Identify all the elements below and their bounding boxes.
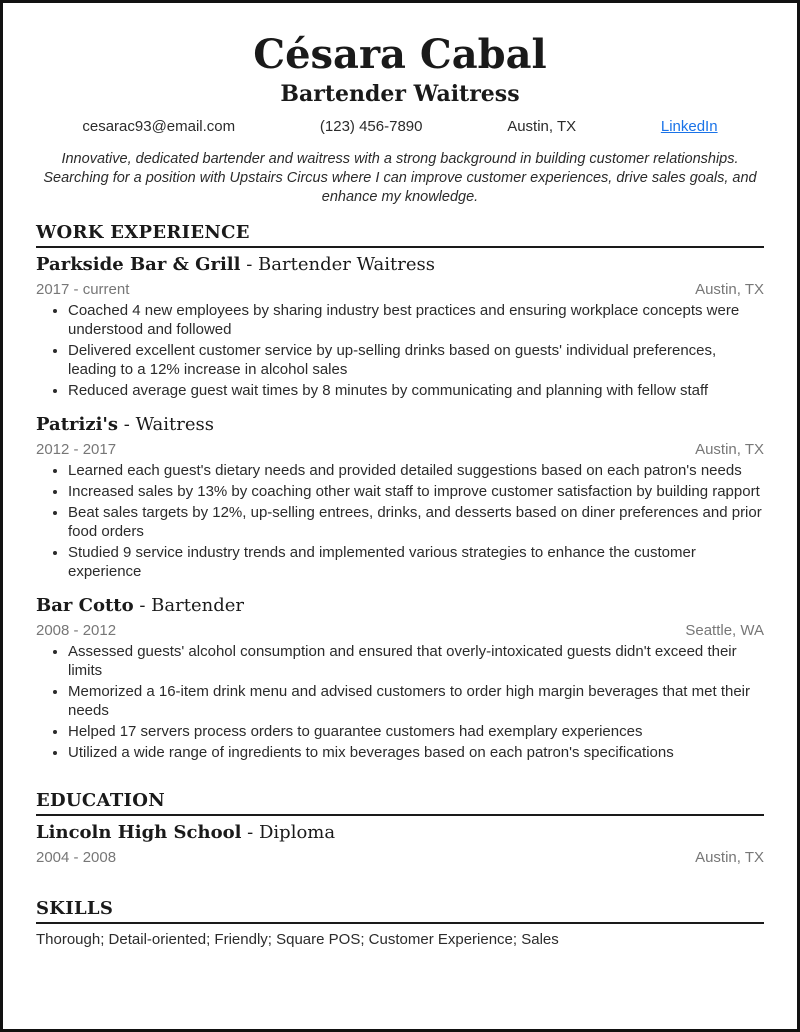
job-bullet: • Assessed guests' alcohol consumption and ensured that overly-intoxicated guests didn't exceed their limits	[68, 642, 764, 680]
job-bullet: • Beat sales targets by 12%, up-selling entrees, drinks, and desserts based on diner preferences and prior food orders	[68, 503, 764, 541]
summary-text: Innovative, dedicated bartender and waitress with a strong background in building customer relationships. Searching for a position with Upstairs Circus where I can improve customer experiences, drive sales goals, and enhance my knowledge.	[43, 151, 757, 205]
job-role: Waitress	[135, 414, 215, 435]
job-company: Parkside Bar & Grill	[36, 254, 241, 275]
job-bullet: • Reduced average guest wait times by 8 minutes by communicating and planning with fellow staff	[68, 381, 764, 400]
skills-section	[36, 898, 764, 950]
candidate-name: Césara Cabal	[253, 31, 547, 78]
job-bullets	[36, 461, 764, 581]
contact-phone: (123) 456-7890	[319, 118, 423, 135]
education-entry	[36, 821, 764, 868]
education-degree: Diploma	[258, 822, 336, 843]
job-header	[36, 413, 764, 437]
job-bullet: • Increased sales by 13% by coaching other wait staff to improve customer satisfaction by building rapport	[68, 482, 764, 501]
job-separator: -	[123, 414, 130, 435]
education-separator: -	[247, 822, 254, 843]
contact-email: cesarac93@email.com	[82, 118, 236, 135]
job-dates: 2012 - 2017	[36, 441, 117, 458]
job-meta	[36, 440, 764, 460]
job-bullets	[36, 642, 764, 762]
education-header	[36, 821, 764, 845]
education-location: Austin, TX	[695, 849, 764, 866]
job-separator: -	[139, 595, 146, 616]
job-header	[36, 594, 764, 618]
job-dates: 2008 - 2012	[36, 622, 117, 639]
education-meta	[36, 848, 764, 868]
job-bullet: • Coached 4 new employees by sharing industry best practices and ensuring workplace concepts were understood and followed	[68, 301, 764, 339]
job-location: Austin, TX	[695, 281, 764, 298]
work-section	[36, 222, 764, 762]
contact-location: Austin, TX	[507, 118, 577, 135]
job-bullet: • Memorized a 16-item drink menu and advised customers to order high margin beverages that met their needs	[68, 682, 764, 720]
job-location: Austin, TX	[695, 441, 764, 458]
skills-heading: SKILLS	[36, 898, 764, 924]
education-school: Lincoln High School	[36, 822, 242, 843]
education-section	[36, 790, 764, 868]
candidate-title: Bartender Waitress	[280, 81, 520, 107]
job-bullets	[36, 301, 764, 400]
job-bullet: • Learned each guest's dietary needs and provided detailed suggestions based on each patron's needs	[68, 461, 764, 480]
work-heading: WORK EXPERIENCE	[36, 222, 764, 248]
job-bullet: • Utilized a wide range of ingredients to mix beverages based on each patron's specifications	[68, 743, 764, 762]
job-entry	[36, 594, 764, 762]
job-entry	[36, 413, 764, 581]
job-role: Bartender	[151, 595, 244, 616]
job-role: Bartender Waitress	[258, 254, 435, 275]
job-meta	[36, 621, 764, 641]
job-separator: -	[246, 254, 253, 275]
linkedin-link[interactable]: LinkedIn	[660, 118, 718, 135]
education-heading: EDUCATION	[36, 790, 764, 816]
job-meta	[36, 280, 764, 300]
job-bullet: • Studied 9 service industry trends and implemented various strategies to enhance the customer experience	[68, 543, 764, 581]
education-dates: 2004 - 2008	[36, 849, 117, 866]
job-company: Bar Cotto	[36, 595, 134, 616]
job-dates: 2017 - current	[36, 281, 130, 298]
job-location: Seattle, WA	[685, 622, 764, 639]
contact-row	[36, 118, 764, 136]
job-entry	[36, 253, 764, 400]
skills-list: Thorough; Detail-oriented; Friendly; Square POS; Customer Experience; Sales	[36, 931, 559, 948]
job-bullet: • Helped 17 servers process orders to guarantee customers had exemplary experiences	[68, 722, 764, 741]
job-header	[36, 253, 764, 277]
job-company: Patrizi's	[36, 414, 119, 435]
job-bullet: • Delivered excellent customer service by up-selling drinks based on guests' individual preferences, leading to a 12% increase in alcohol sales	[68, 341, 764, 379]
